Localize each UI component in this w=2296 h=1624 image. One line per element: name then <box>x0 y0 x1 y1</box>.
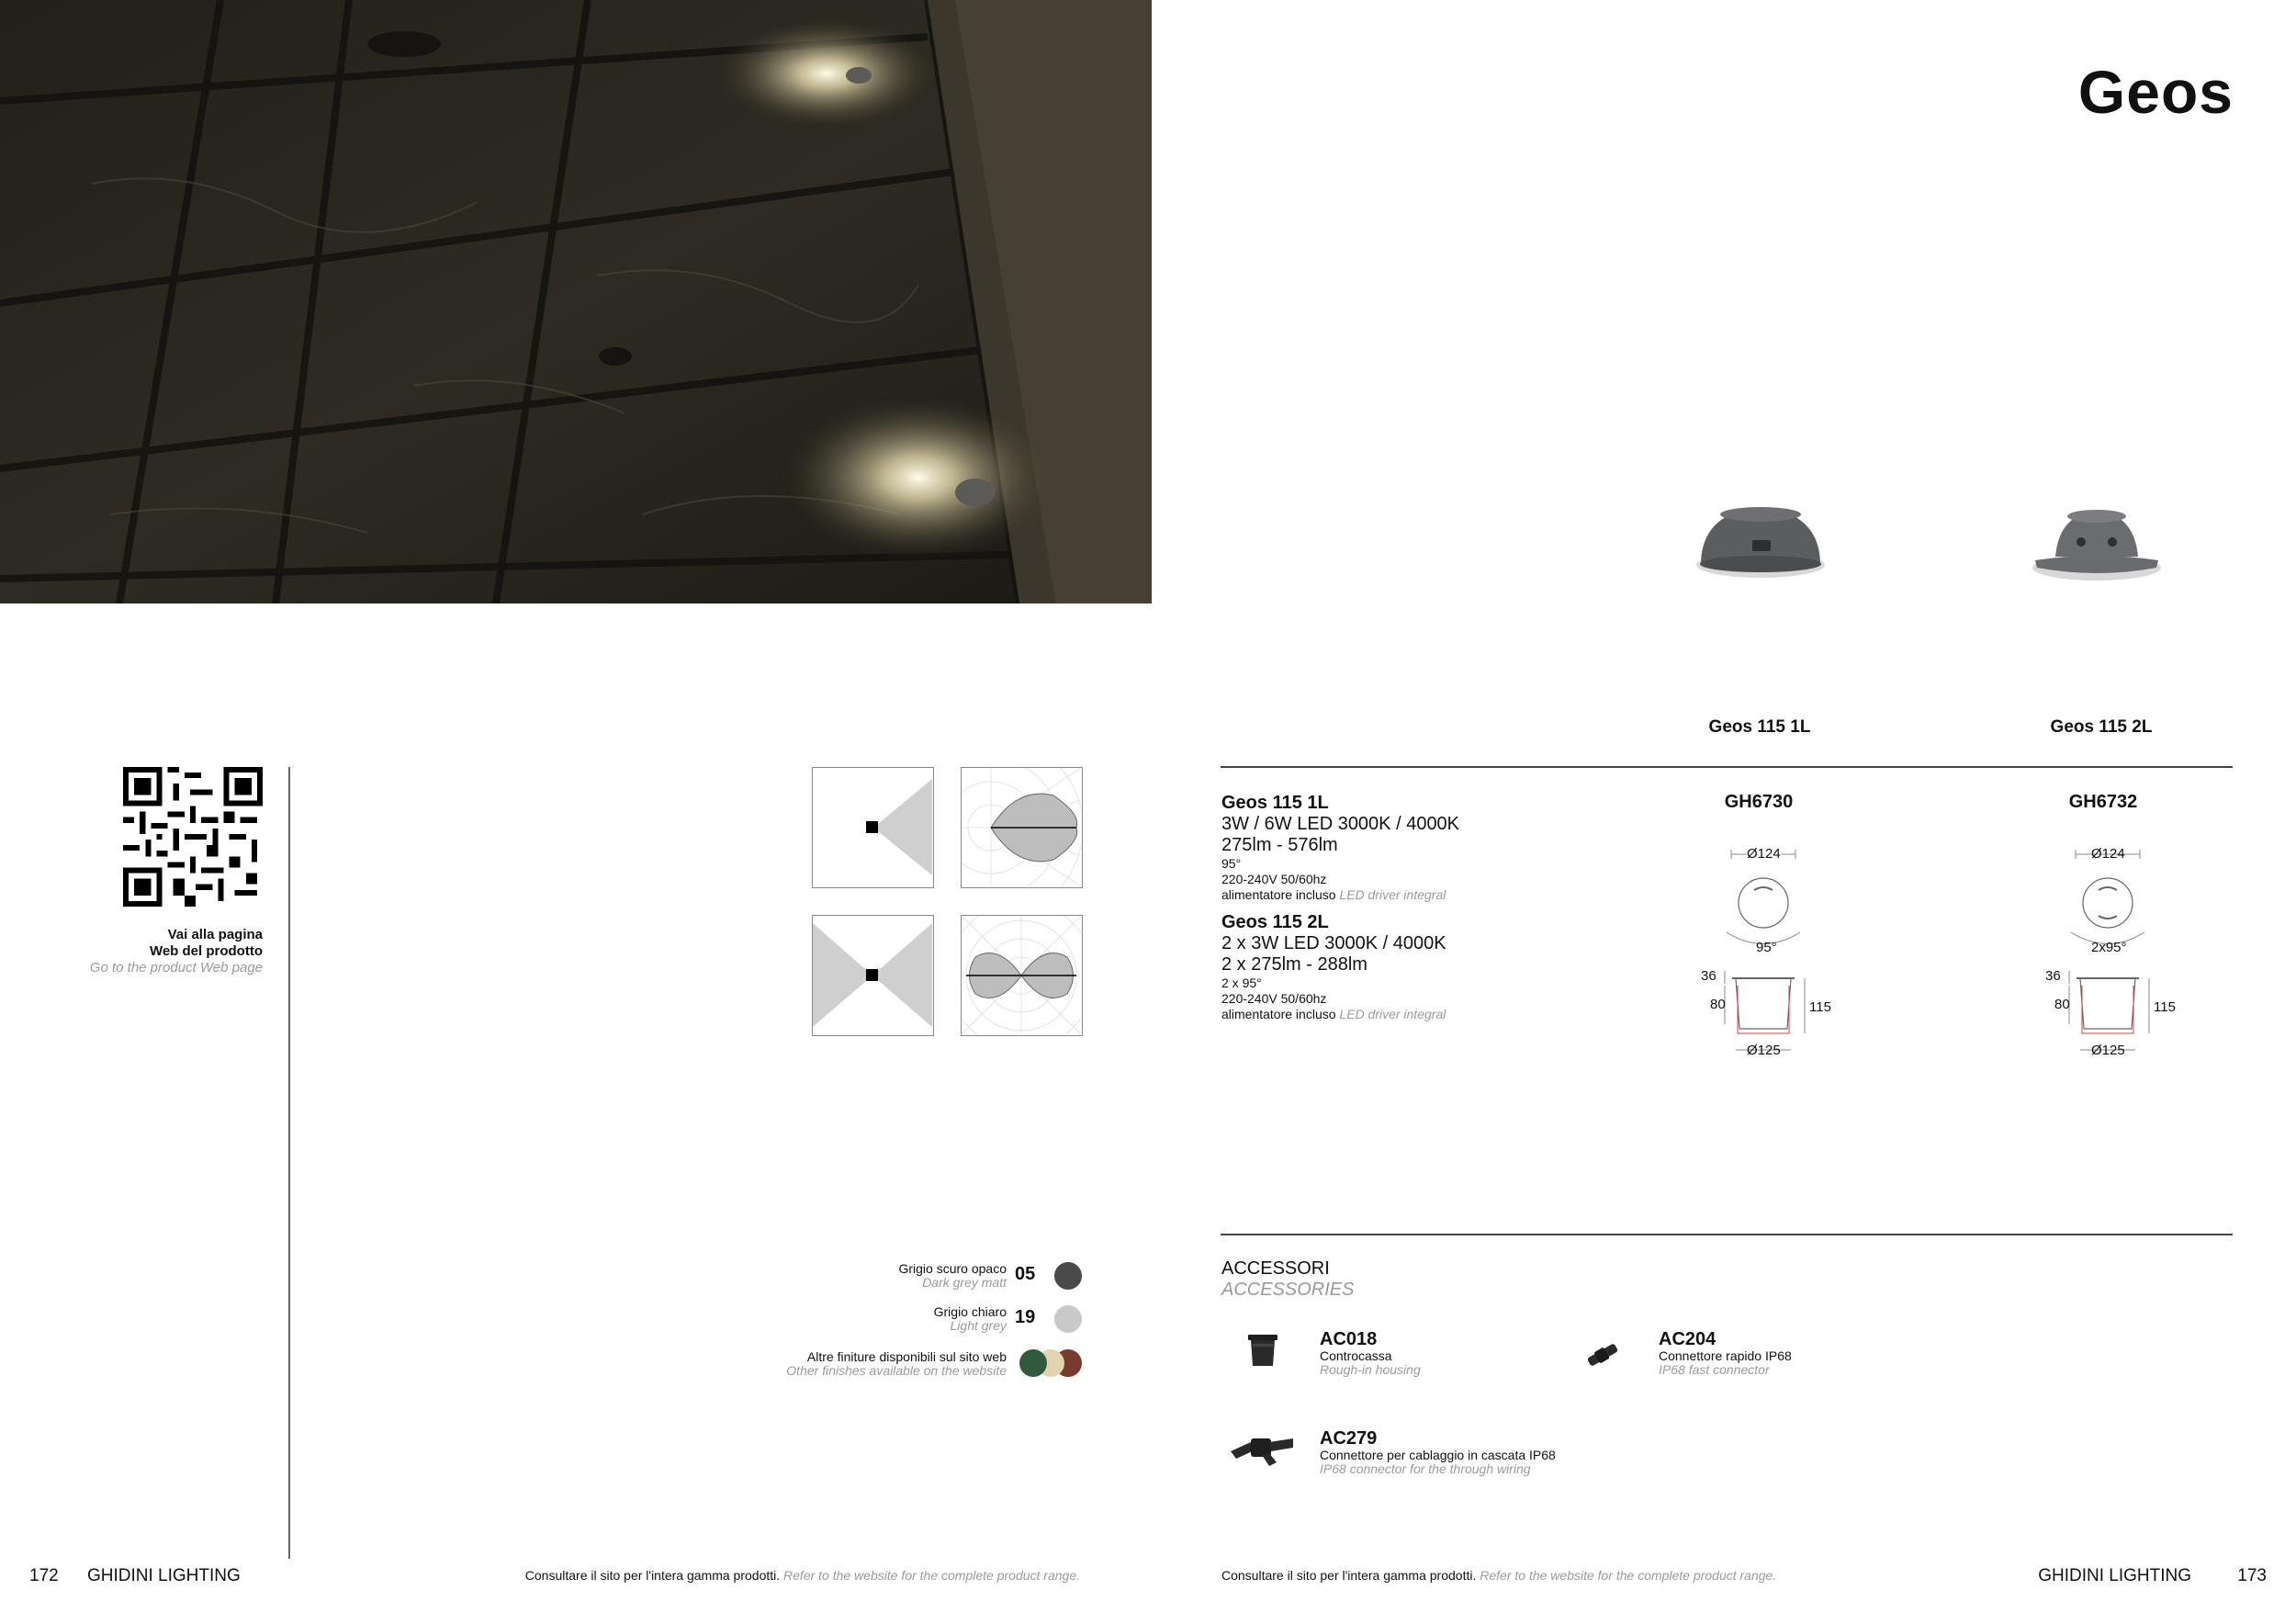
accessory-code: AC018 <box>1320 1329 1378 1349</box>
finish-code-05: 05 <box>1015 1264 1036 1284</box>
dim-bottom-diameter: Ø125 <box>1747 1043 1781 1058</box>
divider-top <box>1221 766 2233 768</box>
spec-angle: 2 x 95° <box>1221 976 1262 990</box>
accessory-name-it: Connettore rapido IP68 <box>1659 1348 1792 1363</box>
dim-angle: 95° <box>1756 940 1777 955</box>
finish-name-en: Dark grey matt <box>922 1275 1007 1290</box>
finish-swatch-green[interactable] <box>1019 1349 1047 1377</box>
brand-right: GHIDINI LIGHTING <box>2038 1566 2191 1585</box>
product-label-2l: Geos 115 2L <box>2050 717 2153 737</box>
finish-name-it: Grigio scuro opaco <box>898 1261 1007 1276</box>
accessory-name-it: Connettore per cablaggio in cascata IP68 <box>1320 1448 1556 1462</box>
finish-name-en: Light grey <box>950 1318 1007 1333</box>
spec-lumen: 275lm - 576lm <box>1221 835 1338 855</box>
qr-line-2: Web del prodotto <box>149 943 263 959</box>
product-render-2l <box>2028 496 2166 588</box>
dim-angle: 2x95° <box>2091 940 2127 955</box>
brand-left: GHIDINI LIGHTING <box>87 1566 241 1585</box>
accessory-code: AC204 <box>1659 1329 1716 1349</box>
finish-code-19: 19 <box>1015 1307 1036 1327</box>
product-code-1l: GH6730 <box>1724 792 1794 812</box>
dim-h3: 115 <box>1809 999 1831 1015</box>
spec-voltage: 220-240V 50/60hz <box>1221 991 1327 1006</box>
finish-dark-grey <box>898 1262 1007 1290</box>
footer-note-en: Refer to the website for the complete product range. <box>783 1568 1080 1583</box>
finish-light-grey <box>934 1305 1007 1333</box>
accessory-ac018-image <box>1240 1327 1286 1373</box>
spec-voltage: 220-240V 50/60hz <box>1221 872 1327 886</box>
accessory-name-en: Rough-in housing <box>1320 1362 1421 1377</box>
footer-note-it: Consultare il sito per l'intera gamma prodotti. <box>524 1568 781 1583</box>
dim-h3: 115 <box>2154 999 2176 1015</box>
tech-drawing-1l <box>1681 840 1837 1066</box>
spec-lumen: 2 x 275lm - 288lm <box>1221 954 1367 975</box>
finish-name-it: Altre finiture disponibili sul sito web <box>806 1349 1007 1364</box>
dim-bottom-diameter: Ø125 <box>2091 1043 2125 1058</box>
accessory-name-en: IP68 connector for the through wiring <box>1320 1461 1531 1476</box>
spec-block-2l <box>1221 912 1446 1022</box>
finish-other <box>786 1350 1007 1378</box>
spec-driver-en: LED driver integral <box>1339 1007 1446 1021</box>
finish-name-en: Other finishes available on the website <box>786 1363 1007 1378</box>
dim-h2: 80 <box>2054 997 2070 1012</box>
accessories-heading <box>1221 1258 1354 1301</box>
product-label-1l: Geos 115 1L <box>1708 717 1811 737</box>
tech-drawing-2l <box>2025 840 2181 1066</box>
spec-power: 3W / 6W LED 3000K / 4000K <box>1221 814 1460 834</box>
footer-note-left <box>525 1568 1080 1583</box>
spec-block-1l <box>1221 793 1459 903</box>
product-photo <box>0 0 1152 603</box>
accessory-ac018 <box>1320 1329 1421 1377</box>
vertical-divider <box>288 767 290 1559</box>
beam-diagram-1l <box>812 767 934 888</box>
footer-note-right <box>1221 1568 1776 1583</box>
accessory-ac279-image <box>1225 1424 1299 1470</box>
spec-driver-it: alimentatore incluso <box>1221 1007 1336 1021</box>
spec-name: Geos 115 2L <box>1221 912 1329 932</box>
accessory-ac204-image <box>1580 1336 1626 1373</box>
accessory-name-it: Controcassa <box>1320 1348 1392 1363</box>
footer-note-it: Consultare il sito per l'intera gamma prodotti. <box>1221 1568 1477 1583</box>
polar-diagram-1l <box>961 767 1083 888</box>
dim-top-diameter: Ø124 <box>1747 846 1781 862</box>
spec-power: 2 x 3W LED 3000K / 4000K <box>1221 933 1446 953</box>
finish-name-it: Grigio chiaro <box>933 1304 1007 1319</box>
product-code-2l: GH6732 <box>2068 792 2138 812</box>
spec-driver-it: alimentatore incluso <box>1221 887 1336 902</box>
accessory-ac279 <box>1320 1428 1556 1476</box>
dim-h2: 80 <box>1710 997 1726 1012</box>
footer-note-en: Refer to the website for the complete product range. <box>1480 1568 1777 1583</box>
page-number-right: 173 <box>2237 1566 2267 1585</box>
divider-bottom <box>1221 1234 2233 1235</box>
accessories-title-it: ACCESSORI <box>1221 1258 1330 1279</box>
spec-angle: 95° <box>1221 856 1242 871</box>
finish-swatch-light-grey[interactable] <box>1054 1305 1082 1333</box>
dim-h1: 36 <box>1701 968 1716 984</box>
product-render-1l <box>1692 496 1829 588</box>
accessory-ac204 <box>1659 1329 1792 1377</box>
spec-name: Geos 115 1L <box>1221 793 1329 813</box>
qr-line-3: Go to the product Web page <box>89 960 263 976</box>
qr-line-1: Vai alla pagina <box>167 927 263 942</box>
beam-diagram-2l <box>812 915 934 1036</box>
dim-h1: 36 <box>2045 968 2061 984</box>
qr-caption <box>90 927 263 976</box>
spec-driver-en: LED driver integral <box>1339 887 1446 902</box>
accessory-code: AC279 <box>1320 1428 1378 1449</box>
accessory-name-en: IP68 fast connector <box>1659 1362 1770 1377</box>
dim-top-diameter: Ø124 <box>2091 846 2125 862</box>
accessories-title-en: ACCESSORIES <box>1221 1280 1355 1300</box>
page-number-left: 172 <box>29 1566 59 1585</box>
finish-swatch-dark-grey[interactable] <box>1054 1262 1082 1290</box>
qr-code[interactable] <box>123 767 263 907</box>
page-title: Geos <box>2077 58 2234 126</box>
polar-diagram-2l <box>961 915 1083 1036</box>
